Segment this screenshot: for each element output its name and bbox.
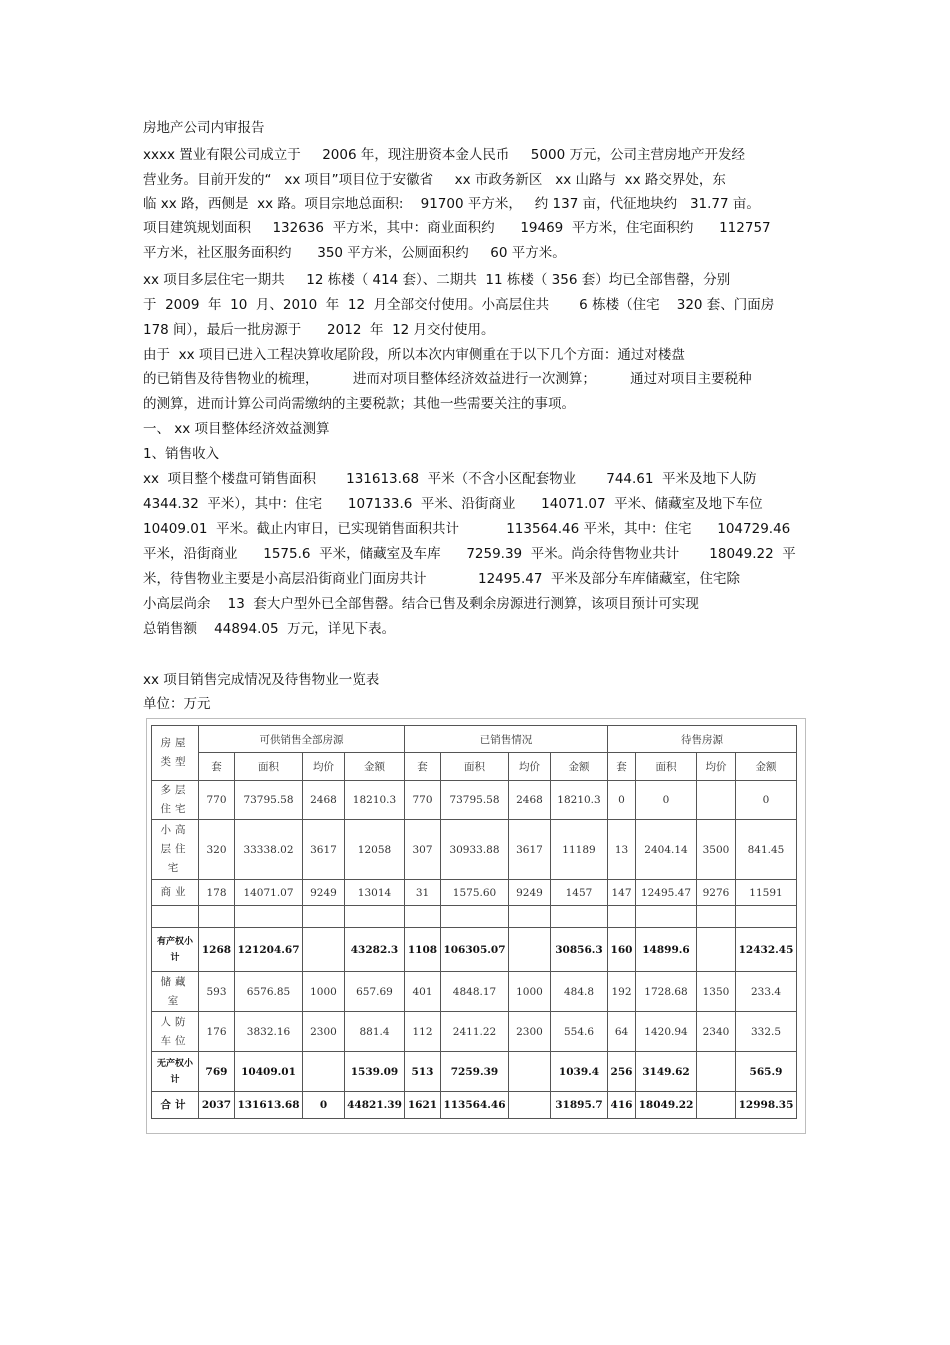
- table-cell: 176: [199, 1012, 235, 1052]
- paragraph-line: 临 xx 路，西侧是 xx 路。项目宗地总面积: 91700 平方米， 约 137 亩，代征地块约 31.77 亩。: [143, 196, 760, 212]
- table-cell: 12058: [345, 820, 405, 880]
- row-label: 合计: [152, 1092, 199, 1119]
- table-cell: 112: [405, 1012, 441, 1052]
- table-cell: 2340: [697, 1012, 736, 1052]
- paragraph-line: 小高层尚余 13 套大户型外已全部售罄。结合已售及剩余房源进行测算，该项目预计可实现: [143, 596, 699, 612]
- table-cell: 401: [405, 972, 441, 1012]
- table-cell: 484.8: [551, 972, 608, 1012]
- table-cell: 14071.07: [235, 880, 303, 906]
- table-cell: 657.69: [345, 972, 405, 1012]
- row-label: 人防车位: [152, 1012, 199, 1052]
- table-cell: 3617: [509, 820, 551, 880]
- subsection-heading: 1、销售收入: [143, 446, 220, 462]
- row-label: 储藏室: [152, 972, 199, 1012]
- subheader-cell: 面积: [636, 753, 697, 781]
- paragraph-line: 平方米，社区服务面积约 350 平方米，公厕面积约 60 平方米。: [143, 245, 566, 261]
- table-caption: xx 项目销售完成情况及待售物业一览表: [143, 672, 380, 688]
- header-type: 房屋类型: [152, 726, 199, 781]
- paragraph-line: 项目建筑规划面积 132636 平方米，其中：商业面积约 19469 平方米，住宅面积约 112757: [143, 220, 771, 236]
- table-cell: 1728.68: [636, 972, 697, 1012]
- table-cell: 6576.85: [235, 972, 303, 1012]
- subheader-cell: 套: [405, 753, 441, 781]
- table-cell: 64: [608, 1012, 636, 1052]
- table-cell: 0: [303, 1092, 345, 1119]
- table-cell: 2404.14: [636, 820, 697, 880]
- subheader-cell: 套: [608, 753, 636, 781]
- table-row: [152, 781, 797, 820]
- table-row: [152, 928, 797, 972]
- table-cell: 565.9: [736, 1052, 797, 1092]
- table-cell: 9249: [303, 880, 345, 906]
- table-row: [152, 972, 797, 1012]
- table-cell: 1000: [509, 972, 551, 1012]
- table-row: [152, 1012, 797, 1052]
- table-cell: 841.45: [736, 820, 797, 880]
- table-cell: 12998.35: [736, 1092, 797, 1119]
- table-cell: 18210.3: [551, 781, 608, 820]
- table-cell: 14899.6: [636, 928, 697, 972]
- table-cell: [235, 906, 303, 928]
- table-cell: 3149.62: [636, 1052, 697, 1092]
- row-label: 无产权小计: [152, 1052, 199, 1092]
- paragraph-line: 4344.32 平米），其中：住宅 107133.6 平米、沿街商业 14071.07 平米、储藏室及地下车位: [143, 496, 763, 512]
- table-cell: 256: [608, 1052, 636, 1092]
- table-cell: 2037: [199, 1092, 235, 1119]
- table-cell: 7259.39: [441, 1052, 509, 1092]
- table-cell: 178: [199, 880, 235, 906]
- table-cell: 9276: [697, 880, 736, 906]
- table-row: [152, 880, 797, 906]
- table-cell: 160: [608, 928, 636, 972]
- table-row: [152, 1052, 797, 1092]
- table-cell: 320: [199, 820, 235, 880]
- table-cell: 769: [199, 1052, 235, 1092]
- row-label: 多层住宅: [152, 781, 199, 820]
- table-cell: 9249: [509, 880, 551, 906]
- table-cell: 131613.68: [235, 1092, 303, 1119]
- subheader-cell: 金额: [736, 753, 797, 781]
- row-label: 有产权小计: [152, 928, 199, 972]
- table-cell: 332.5: [736, 1012, 797, 1052]
- table-cell: 1350: [697, 972, 736, 1012]
- paragraph-line: 米，待售物业主要是小高层沿街商业门面房共计 12495.47 平米及部分车库储藏室，住宅除: [143, 571, 740, 587]
- table-cell: [551, 906, 608, 928]
- table-cell: [697, 928, 736, 972]
- table-cell: 0: [736, 781, 797, 820]
- table-cell: 1539.09: [345, 1052, 405, 1092]
- table-cell: [303, 906, 345, 928]
- table-cell: [345, 906, 405, 928]
- paragraph-line: 于 2009 年 10 月、2010 年 12 月全部交付使用。小高层住共 6 栋楼（住宅 320 套、门面房: [143, 297, 775, 313]
- table-cell: [697, 1092, 736, 1119]
- table-cell: [509, 906, 551, 928]
- table-cell: 2468: [509, 781, 551, 820]
- table-cell: 192: [608, 972, 636, 1012]
- table-cell: 18210.3: [345, 781, 405, 820]
- table-cell: 233.4: [736, 972, 797, 1012]
- table-cell: [697, 781, 736, 820]
- table-cell: 1268: [199, 928, 235, 972]
- paragraph-line: 的已销售及待售物业的梳理， 进而对项目整体经济效益进行一次测算； 通过对项目主要税种: [143, 371, 752, 387]
- table-cell: 18049.22: [636, 1092, 697, 1119]
- table-cell: [509, 1052, 551, 1092]
- table-cell: 1575.60: [441, 880, 509, 906]
- table-cell: 43282.3: [345, 928, 405, 972]
- paragraph-line: xx 项目多层住宅一期共 12 栋楼（ 414 套）、二期共 11 栋楼（ 356 套）均已全部售罄，分别: [143, 272, 731, 288]
- table-header-row: [152, 726, 797, 753]
- row-label: 小高层住宅: [152, 820, 199, 880]
- table-cell: 4848.17: [441, 972, 509, 1012]
- table-cell: 31: [405, 880, 441, 906]
- table-cell: 3832.16: [235, 1012, 303, 1052]
- table-cell: 0: [608, 781, 636, 820]
- paragraph-line: 营业务。目前开发的“ xx 项目”项目位于安徽省 xx 市政务新区 xx 山路与 xx 路交界处，东: [143, 172, 726, 188]
- table-cell: 1457: [551, 880, 608, 906]
- row-label: [152, 906, 199, 928]
- table-cell: 11591: [736, 880, 797, 906]
- subheader-cell: 金额: [551, 753, 608, 781]
- table-unit: 单位：万元: [143, 696, 211, 712]
- table-cell: 770: [405, 781, 441, 820]
- table-cell: 31895.7: [551, 1092, 608, 1119]
- table-cell: 13: [608, 820, 636, 880]
- table-cell: 2411.22: [441, 1012, 509, 1052]
- table-cell: [509, 928, 551, 972]
- table-cell: [199, 906, 235, 928]
- subheader-cell: 金额: [345, 753, 405, 781]
- header-group: 可供销售全部房源: [199, 726, 405, 753]
- table-cell: 2300: [509, 1012, 551, 1052]
- table-cell: 3617: [303, 820, 345, 880]
- subheader-cell: 面积: [235, 753, 303, 781]
- table-cell: [405, 906, 441, 928]
- table-cell: 3500: [697, 820, 736, 880]
- table-cell: 1108: [405, 928, 441, 972]
- table-cell: 73795.58: [235, 781, 303, 820]
- table-cell: 881.4: [345, 1012, 405, 1052]
- paragraph-line: 平米，沿街商业 1575.6 平米，储藏室及车库 7259.39 平米。尚余待售物业共计 18049.22 平: [143, 546, 796, 562]
- table-cell: [697, 906, 736, 928]
- header-group: 待售房源: [608, 726, 797, 753]
- table-cell: 113564.46: [441, 1092, 509, 1119]
- table-cell: 1000: [303, 972, 345, 1012]
- table-cell: 12495.47: [636, 880, 697, 906]
- table-row: [152, 906, 797, 928]
- subheader-cell: 均价: [303, 753, 345, 781]
- paragraph-line: 178 间），最后一批房源于 2012 年 12 月交付使用。: [143, 322, 495, 338]
- report-title: 房地产公司内审报告: [143, 120, 265, 136]
- table-cell: 147: [608, 880, 636, 906]
- table-cell: [303, 928, 345, 972]
- subheader-cell: 均价: [697, 753, 736, 781]
- table-cell: 1420.94: [636, 1012, 697, 1052]
- table-cell: 121204.67: [235, 928, 303, 972]
- paragraph-line: xxxx 置业有限公司成立于 2006 年，现注册资本金人民币 5000 万元，公司主营房地产开发经: [143, 147, 745, 163]
- table-cell: 73795.58: [441, 781, 509, 820]
- paragraph-line: 由于 xx 项目已进入工程决算收尾阶段，所以本次内审侧重在于以下几个方面：通过对楼盘: [143, 347, 685, 363]
- table-cell: [441, 906, 509, 928]
- header-group: 已销售情况: [405, 726, 608, 753]
- table-cell: 12432.45: [736, 928, 797, 972]
- table-cell: 13014: [345, 880, 405, 906]
- subheader-cell: 均价: [509, 753, 551, 781]
- table-cell: 416: [608, 1092, 636, 1119]
- subheader-cell: 面积: [441, 753, 509, 781]
- paragraph-line: 10409.01 平米。截止内审日，已实现销售面积共计 113564.46 平米，其中：住宅 104729.46: [143, 521, 791, 537]
- paragraph-line: xx 项目整个楼盘可销售面积 131613.68 平米（不含小区配套物业 744.61 平米及地下人防: [143, 471, 757, 487]
- table-cell: 11189: [551, 820, 608, 880]
- sales-table-frame: [146, 718, 806, 1134]
- table-cell: 554.6: [551, 1012, 608, 1052]
- table-cell: 307: [405, 820, 441, 880]
- table-cell: 30856.3: [551, 928, 608, 972]
- table-row: [152, 1092, 797, 1119]
- table-cell: 0: [636, 781, 697, 820]
- table-cell: 1039.4: [551, 1052, 608, 1092]
- table-cell: 33338.02: [235, 820, 303, 880]
- paragraph-line: 总销售额 44894.05 万元，详见下表。: [143, 621, 396, 637]
- table-cell: 30933.88: [441, 820, 509, 880]
- table-cell: 2300: [303, 1012, 345, 1052]
- table-cell: 770: [199, 781, 235, 820]
- table-subheader-row: [152, 753, 797, 781]
- table-cell: 513: [405, 1052, 441, 1092]
- table-cell: 2468: [303, 781, 345, 820]
- table-cell: [303, 1052, 345, 1092]
- table-cell: [736, 906, 797, 928]
- table-cell: [509, 1092, 551, 1119]
- table-row: [152, 820, 797, 880]
- table-cell: 1621: [405, 1092, 441, 1119]
- row-label: 商业: [152, 880, 199, 906]
- table-cell: [608, 906, 636, 928]
- table-cell: 106305.07: [441, 928, 509, 972]
- subheader-cell: 套: [199, 753, 235, 781]
- section-heading: 一、 xx 项目整体经济效益测算: [143, 421, 330, 437]
- table-cell: 44821.39: [345, 1092, 405, 1119]
- sales-table: [151, 725, 797, 1119]
- table-cell: 593: [199, 972, 235, 1012]
- table-cell: [636, 906, 697, 928]
- paragraph-line: 的测算，进而计算公司尚需缴纳的主要税款；其他一些需要关注的事项。: [143, 396, 575, 412]
- table-cell: 10409.01: [235, 1052, 303, 1092]
- table-cell: [697, 1052, 736, 1092]
